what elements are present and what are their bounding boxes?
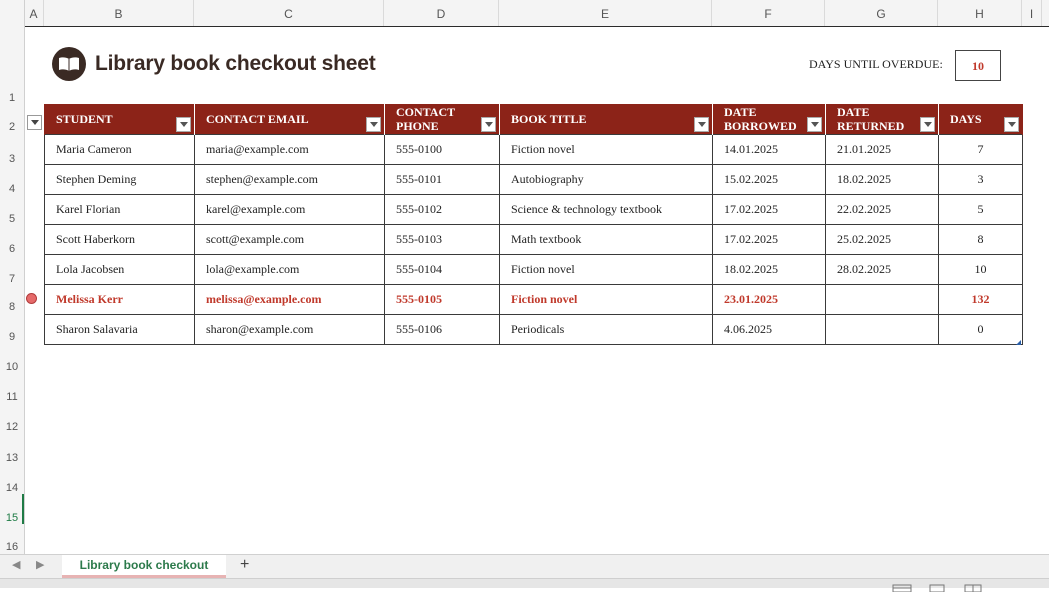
header-student <box>45 104 195 134</box>
cell-days[interactable]: 0 <box>939 314 1023 344</box>
cell-student[interactable]: Karel Florian <box>45 194 195 224</box>
cell-student[interactable]: Lola Jacobsen <box>45 254 195 284</box>
cell-contact-email[interactable]: melissa@example.com <box>195 284 385 314</box>
column-header-bar <box>0 0 1049 27</box>
cell-date-borrowed[interactable]: 15.02.2025 <box>713 164 826 194</box>
cell-book-title[interactable]: Fiction novel <box>500 134 713 164</box>
table-row <box>45 284 1023 314</box>
next-sheet-icon[interactable]: ▶ <box>36 558 45 571</box>
table-header-row <box>45 104 1023 134</box>
filter-dropdown-icon[interactable] <box>1004 117 1019 132</box>
header-contact-phone <box>385 104 500 134</box>
cell-student[interactable]: Sharon Salavaria <box>45 314 195 344</box>
cell-date-borrowed[interactable]: 23.01.2025 <box>713 284 826 314</box>
table-resize-handle[interactable] <box>1016 340 1021 345</box>
column-header-a[interactable]: A <box>24 0 44 26</box>
column-header-b[interactable]: B <box>44 0 194 26</box>
cell-days[interactable]: 10 <box>939 254 1023 284</box>
sheet-title-block <box>52 47 376 81</box>
row-header-12[interactable]: 12 <box>5 421 19 433</box>
cell-book-title[interactable]: Periodicals <box>500 314 713 344</box>
add-sheet-button[interactable]: + <box>240 556 250 573</box>
cell-days[interactable]: 132 <box>939 284 1023 314</box>
column-header-f[interactable]: F <box>712 0 825 26</box>
sheet-tab-bar <box>0 554 1049 579</box>
row-filter-dropdown-icon[interactable] <box>27 115 42 130</box>
row-header-7[interactable]: 7 <box>8 273 16 285</box>
row-header-bar <box>0 26 25 554</box>
row-header-8[interactable]: 8 <box>8 301 16 313</box>
header-contact-email <box>195 104 385 134</box>
column-header-i[interactable]: I <box>1022 0 1042 26</box>
header-label: DATE RETURNED <box>837 104 905 133</box>
cell-date-returned[interactable] <box>826 314 939 344</box>
header-days <box>939 104 1023 134</box>
cell-book-title[interactable]: Autobiography <box>500 164 713 194</box>
header-date-returned <box>826 104 939 134</box>
cell-date-borrowed[interactable]: 17.02.2025 <box>713 224 826 254</box>
row-header-16[interactable]: 16 <box>5 541 19 553</box>
cell-student[interactable]: Maria Cameron <box>45 134 195 164</box>
column-header-e[interactable]: E <box>499 0 712 26</box>
row-header-9[interactable]: 9 <box>8 331 16 343</box>
cell-contact-phone[interactable]: 555-0102 <box>385 194 500 224</box>
cell-date-returned[interactable]: 22.02.2025 <box>826 194 939 224</box>
days-until-overdue-value[interactable]: 10 <box>955 50 1001 81</box>
cell-contact-phone[interactable]: 555-0104 <box>385 254 500 284</box>
row-header-4[interactable]: 4 <box>8 183 16 195</box>
cell-date-borrowed[interactable]: 17.02.2025 <box>713 194 826 224</box>
cell-date-returned[interactable]: 28.02.2025 <box>826 254 939 284</box>
header-label: STUDENT <box>56 111 113 126</box>
table-row <box>45 164 1023 194</box>
header-label: BOOK TITLE <box>511 111 587 126</box>
open-book-icon <box>52 47 86 81</box>
days-until-overdue-label: DAYS UNTIL OVERDUE: <box>809 57 943 71</box>
cell-contact-email[interactable]: maria@example.com <box>195 134 385 164</box>
cell-contact-phone[interactable]: 555-0106 <box>385 314 500 344</box>
table-row <box>45 134 1023 164</box>
filter-dropdown-icon[interactable] <box>366 117 381 132</box>
column-header-h[interactable]: H <box>938 0 1022 26</box>
table-row <box>45 254 1023 284</box>
cell-date-borrowed[interactable]: 4.06.2025 <box>713 314 826 344</box>
cell-days[interactable]: 5 <box>939 194 1023 224</box>
filter-dropdown-icon[interactable] <box>920 117 935 132</box>
header-label: DATE BORROWED <box>724 104 797 133</box>
row-header-3[interactable]: 3 <box>8 153 16 165</box>
cell-student[interactable]: Scott Haberkorn <box>45 224 195 254</box>
row-header-2[interactable]: 2 <box>8 121 16 133</box>
column-header-c[interactable]: C <box>194 0 384 26</box>
filter-dropdown-icon[interactable] <box>807 117 822 132</box>
cell-contact-email[interactable]: karel@example.com <box>195 194 385 224</box>
overdue-indicator-icon <box>26 293 37 304</box>
cell-date-returned[interactable]: 18.02.2025 <box>826 164 939 194</box>
cell-contact-email[interactable]: lola@example.com <box>195 254 385 284</box>
cell-days[interactable]: 3 <box>939 164 1023 194</box>
table-row <box>45 314 1023 344</box>
row-header-15[interactable]: 15 <box>5 512 19 524</box>
checkout-table <box>44 104 1023 345</box>
filter-dropdown-icon[interactable] <box>481 117 496 132</box>
header-date-borrowed <box>713 104 826 134</box>
cell-contact-phone[interactable]: 555-0100 <box>385 134 500 164</box>
cell-contact-email[interactable]: sharon@example.com <box>195 314 385 344</box>
previous-sheet-icon[interactable]: ◀ <box>12 558 21 571</box>
column-header-g[interactable]: G <box>825 0 938 26</box>
cell-contact-phone[interactable]: 555-0101 <box>385 164 500 194</box>
cell-days[interactable]: 7 <box>939 134 1023 164</box>
row-selection-indicator <box>22 494 24 524</box>
cell-date-returned[interactable] <box>826 284 939 314</box>
cell-book-title[interactable]: Math textbook <box>500 224 713 254</box>
cell-date-returned[interactable]: 25.02.2025 <box>826 224 939 254</box>
row-header-11[interactable]: 11 <box>6 391 18 403</box>
page-title: Library book checkout sheet <box>95 52 376 75</box>
row-header-6[interactable]: 6 <box>8 243 16 255</box>
cell-student[interactable]: Stephen Deming <box>45 164 195 194</box>
column-header-d[interactable]: D <box>384 0 499 26</box>
cell-student[interactable]: Melissa Kerr <box>45 284 195 314</box>
cell-date-borrowed[interactable]: 18.02.2025 <box>713 254 826 284</box>
cell-book-title[interactable]: Fiction novel <box>500 254 713 284</box>
cell-contact-phone[interactable]: 555-0103 <box>385 224 500 254</box>
cell-date-borrowed[interactable]: 14.01.2025 <box>713 134 826 164</box>
sheet-tab-library-book-checkout[interactable]: Library book checkout <box>62 555 226 578</box>
header-label: CONTACT EMAIL <box>206 111 309 126</box>
table-row <box>45 224 1023 254</box>
cell-days[interactable]: 8 <box>939 224 1023 254</box>
header-label: CONTACT PHONE <box>396 104 455 133</box>
row-header-1[interactable]: 1 <box>8 92 16 104</box>
row-header-10[interactable]: 10 <box>5 361 19 373</box>
cell-date-returned[interactable]: 21.01.2025 <box>826 134 939 164</box>
filter-dropdown-icon[interactable] <box>694 117 709 132</box>
cell-contact-email[interactable]: scott@example.com <box>195 224 385 254</box>
select-all-corner[interactable] <box>0 0 25 26</box>
row-header-5[interactable]: 5 <box>8 213 16 225</box>
filter-dropdown-icon[interactable] <box>176 117 191 132</box>
header-label: DAYS <box>950 111 982 126</box>
table-row <box>45 194 1023 224</box>
row-header-13[interactable]: 13 <box>5 452 19 464</box>
row-header-14[interactable]: 14 <box>5 482 19 494</box>
header-book-title <box>500 104 713 134</box>
cell-contact-phone[interactable]: 555-0105 <box>385 284 500 314</box>
cell-contact-email[interactable]: stephen@example.com <box>195 164 385 194</box>
cell-book-title[interactable]: Fiction novel <box>500 284 713 314</box>
cell-book-title[interactable]: Science & technology textbook <box>500 194 713 224</box>
